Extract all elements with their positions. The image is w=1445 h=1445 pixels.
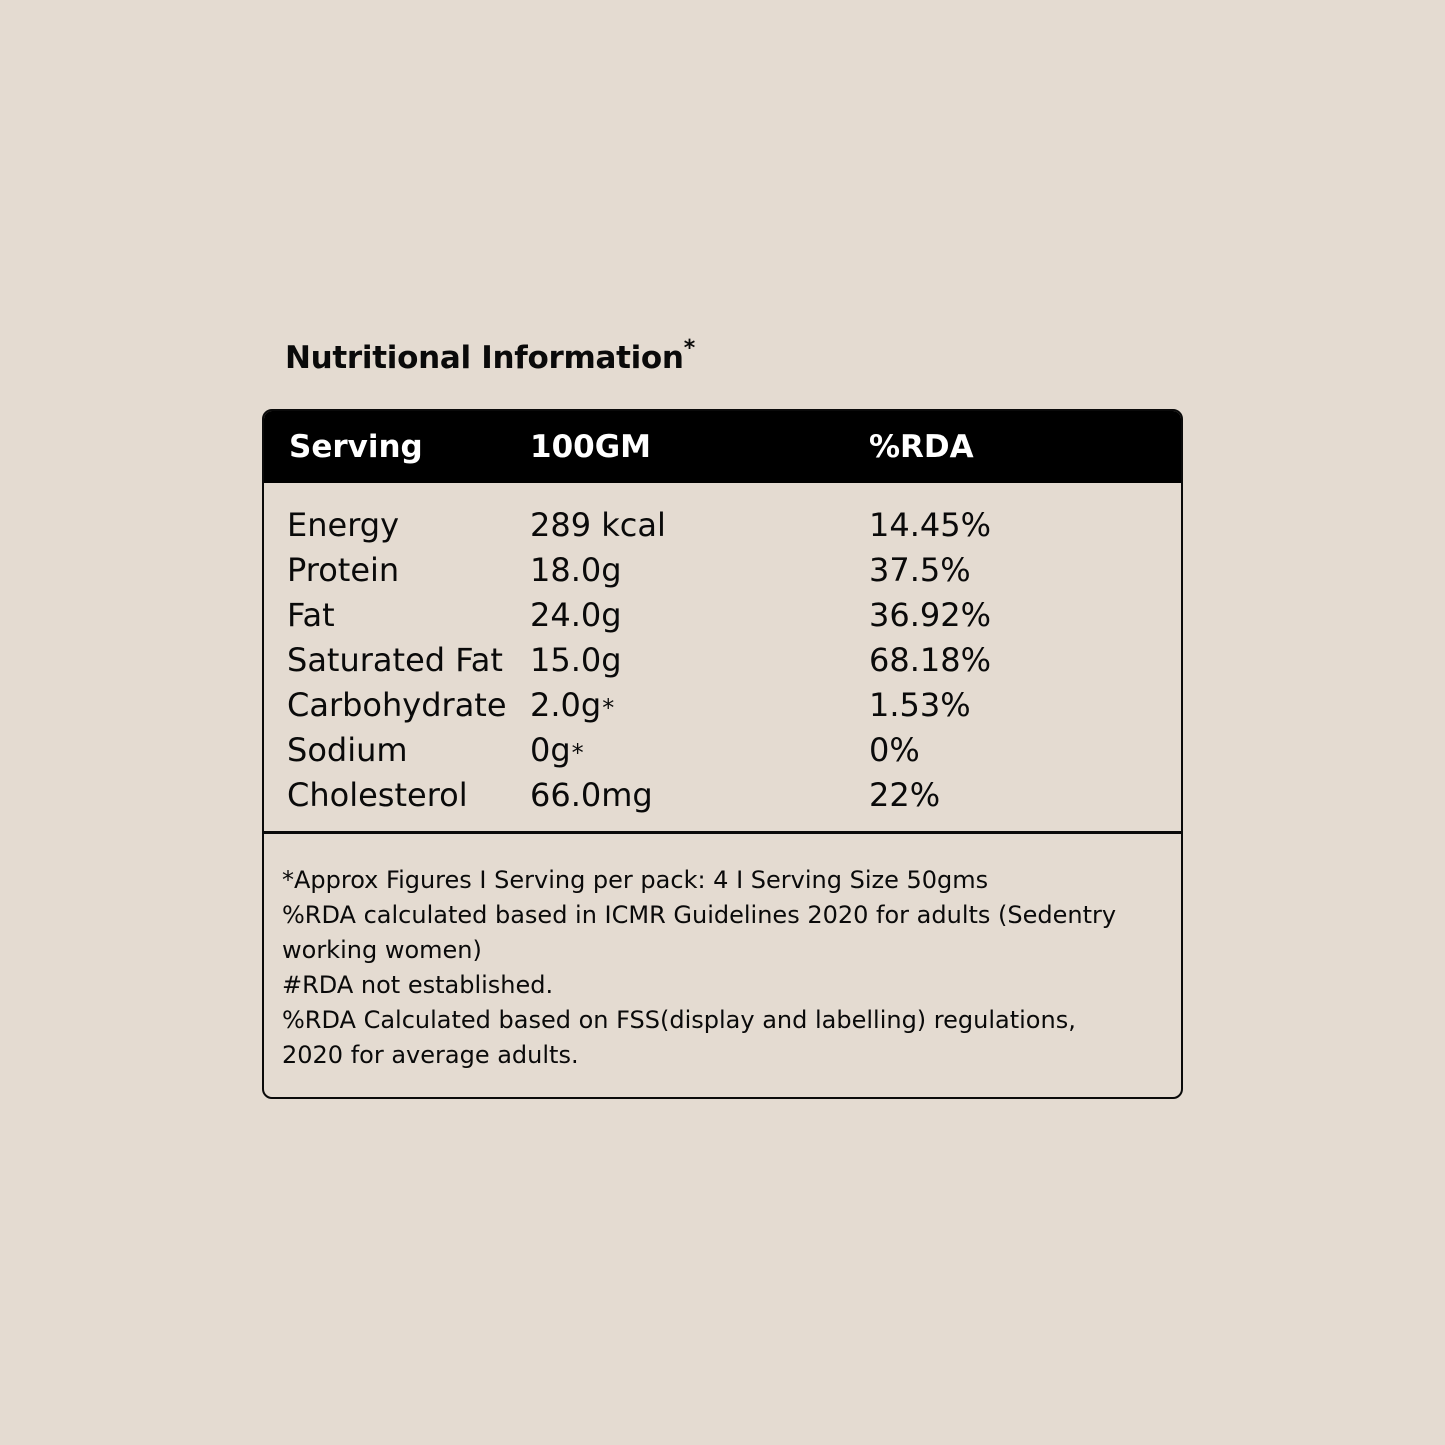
table-divider — [264, 831, 1181, 834]
footnote-line: %RDA calculated based in ICMR Guidelines 2020 for adults (Sedentry — [282, 901, 1117, 929]
footnote-line: *Approx Figures I Serving per pack: 4 I Serving Size 50gms — [282, 866, 989, 894]
nutrient-amount: 2.0g* — [530, 686, 615, 724]
nutrient-name: Carbohydrate — [287, 686, 507, 724]
nutrient-amount: 15.0g — [530, 641, 622, 679]
nutrient-amount: 66.0mg — [530, 776, 653, 814]
header-rda: %RDA — [869, 429, 974, 465]
table-row — [264, 503, 1181, 548]
nutrient-name: Energy — [287, 506, 400, 544]
nutrient-name: Saturated Fat — [287, 641, 503, 679]
title-asterisk: * — [683, 336, 695, 361]
table-row — [264, 683, 1181, 728]
nutrient-name: Protein — [287, 551, 400, 589]
header-100gm: 100GM — [530, 429, 652, 465]
nutrient-rda: 14.45% — [869, 506, 992, 544]
nutrient-rda: 1.53% — [869, 686, 971, 724]
nutrient-amount: 0g* — [530, 731, 584, 769]
table-header — [264, 411, 1181, 483]
title-text: Nutritional Information — [285, 340, 684, 376]
nutrient-rda: 68.18% — [869, 641, 992, 679]
footnote-line: %RDA Calculated based on FSS(display and labelling) regulations, — [282, 1006, 1076, 1034]
nutrient-name: Sodium — [287, 731, 408, 769]
nutrient-name: Fat — [287, 596, 335, 634]
table-row — [264, 548, 1181, 593]
nutrient-amount: 289 kcal — [530, 506, 666, 544]
header-serving: Serving — [289, 429, 423, 465]
table-row — [264, 638, 1181, 683]
nutrient-rda: 22% — [869, 776, 941, 814]
table-body — [264, 503, 1181, 818]
table-row — [264, 773, 1181, 818]
table-row — [264, 593, 1181, 638]
footnote-line: working women) — [282, 936, 482, 964]
footnote-line: #RDA not established. — [282, 971, 554, 999]
nutrient-amount: 18.0g — [530, 551, 622, 589]
footnote-line: 2020 for average adults. — [282, 1041, 579, 1069]
nutrient-name: Cholesterol — [287, 776, 468, 814]
page-title — [285, 336, 695, 376]
nutrient-rda: 36.92% — [869, 596, 992, 634]
nutrient-amount: 24.0g — [530, 596, 622, 634]
nutrient-rda: 0% — [869, 731, 920, 769]
nutrition-table — [262, 409, 1183, 1099]
footnotes — [282, 863, 1162, 1073]
nutrient-rda: 37.5% — [869, 551, 971, 589]
table-row — [264, 728, 1181, 773]
